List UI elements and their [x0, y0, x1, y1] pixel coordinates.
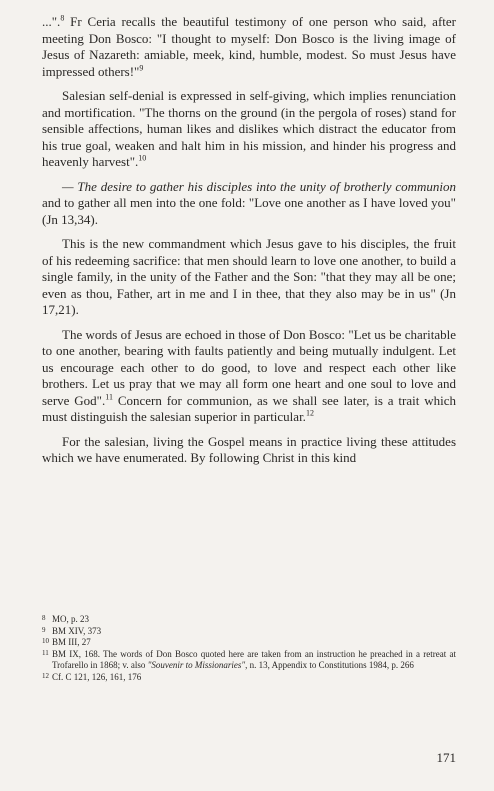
paragraph-1: [42, 14, 456, 80]
paragraph-4: [42, 236, 456, 319]
note-ref-8[interactable]: 8: [60, 13, 65, 23]
footnote-text: Cf. C 121, 126, 161, 176: [52, 671, 142, 682]
footnote-number: 10: [42, 637, 49, 646]
footnote-text-continued: , n. 13, Appendix to Constitutions 1984, p. 266: [245, 660, 414, 671]
note-ref-11[interactable]: 11: [105, 392, 113, 402]
paragraph-5-text-1: The words of Jesus are echoed in those of Don Bosco: "Let us be charitable to one another, bearing with faults patiently and being mutually indulgent. Let us encourage each other to do good, to love and respect each other like brothers. Let us pray that we may all form one heart and one soul to love and serve God".: [42, 326, 456, 408]
footnote-8: [42, 614, 456, 626]
paragraph-1-opening: ...".: [42, 14, 61, 29]
footnote-text: MO, p. 23: [52, 614, 90, 624]
paragraph-2: [42, 88, 456, 171]
page-number: 171: [436, 750, 456, 765]
footnote-number: 12: [42, 671, 49, 680]
paragraph-6: [42, 434, 456, 467]
paragraph-3: [42, 179, 456, 229]
footnote-12: [42, 672, 456, 684]
paragraph-5-text-2: Concern for communion, as we shall see later, is a trait which must distinguish the salesian superior in particular.: [42, 392, 456, 424]
paragraph-5: [42, 327, 456, 426]
paragraph-2-text: Salesian self-denial is expressed in self-giving, which implies renunciation and mortification. "The thorns on the ground (in the pergola of roses) stand for sensible affections, human likes and dislikes which distract the educator from his true goal, weaken and halt him in his mission, and hinder his progress and heavenly harvest".: [42, 88, 456, 169]
footnote-text: BM XIV, 373: [52, 625, 102, 636]
footnote-10: [42, 637, 456, 649]
paragraph-6-text: For the salesian, living the Gospel means in practice living these attitudes which we have enumerated. By following Christ in this kind: [42, 433, 456, 465]
paragraph-1-text: Fr Ceria recalls the beautiful testimony of one person who said, after meeting Don Bosco: "I thought to myself: Don Bosco is the living image of Jesus of Nazareth: amiable, meek, kind, humble, modest. So must Jesus have impressed others!": [42, 14, 456, 79]
paragraph-3-text: and to gather all men into the one fold: "Love one another as I have loved you" (Jn 13,34).: [42, 195, 456, 227]
note-ref-10[interactable]: 10: [138, 153, 147, 163]
footnote-text: BM IX, 168. The words of Don Bosco quoted here are taken from an instruction he preached in a retreat at Trofarello in 1868; v. also: [52, 648, 456, 671]
footnote-9: [42, 626, 456, 638]
paragraph-3-lead: — The desire to gather his disciples into the unity of brotherly communion: [62, 178, 456, 194]
footnote-number: 11: [42, 648, 49, 657]
paragraph-4-text: This is the new commandment which Jesus gave to his disciples, the fruit of his redeeming sacrifice: that men should learn to love one another, to build a single family, in the unity of the Father and the Son: "that they may all be one; even as thou, Father, art in me and I in thee, that they also may be in us" (Jn 17,21).: [42, 236, 456, 317]
footnote-italic-title: "Souvenir to Missionaries": [147, 660, 246, 671]
note-ref-12[interactable]: 12: [305, 408, 314, 418]
note-ref-9[interactable]: 9: [139, 63, 144, 73]
footnotes: [42, 614, 456, 684]
footnote-number: 8: [42, 614, 46, 622]
body-text: [42, 14, 456, 475]
footnote-number: 9: [42, 625, 46, 634]
footnote-text: BM III, 27: [52, 637, 91, 648]
footnote-11: [42, 649, 456, 672]
